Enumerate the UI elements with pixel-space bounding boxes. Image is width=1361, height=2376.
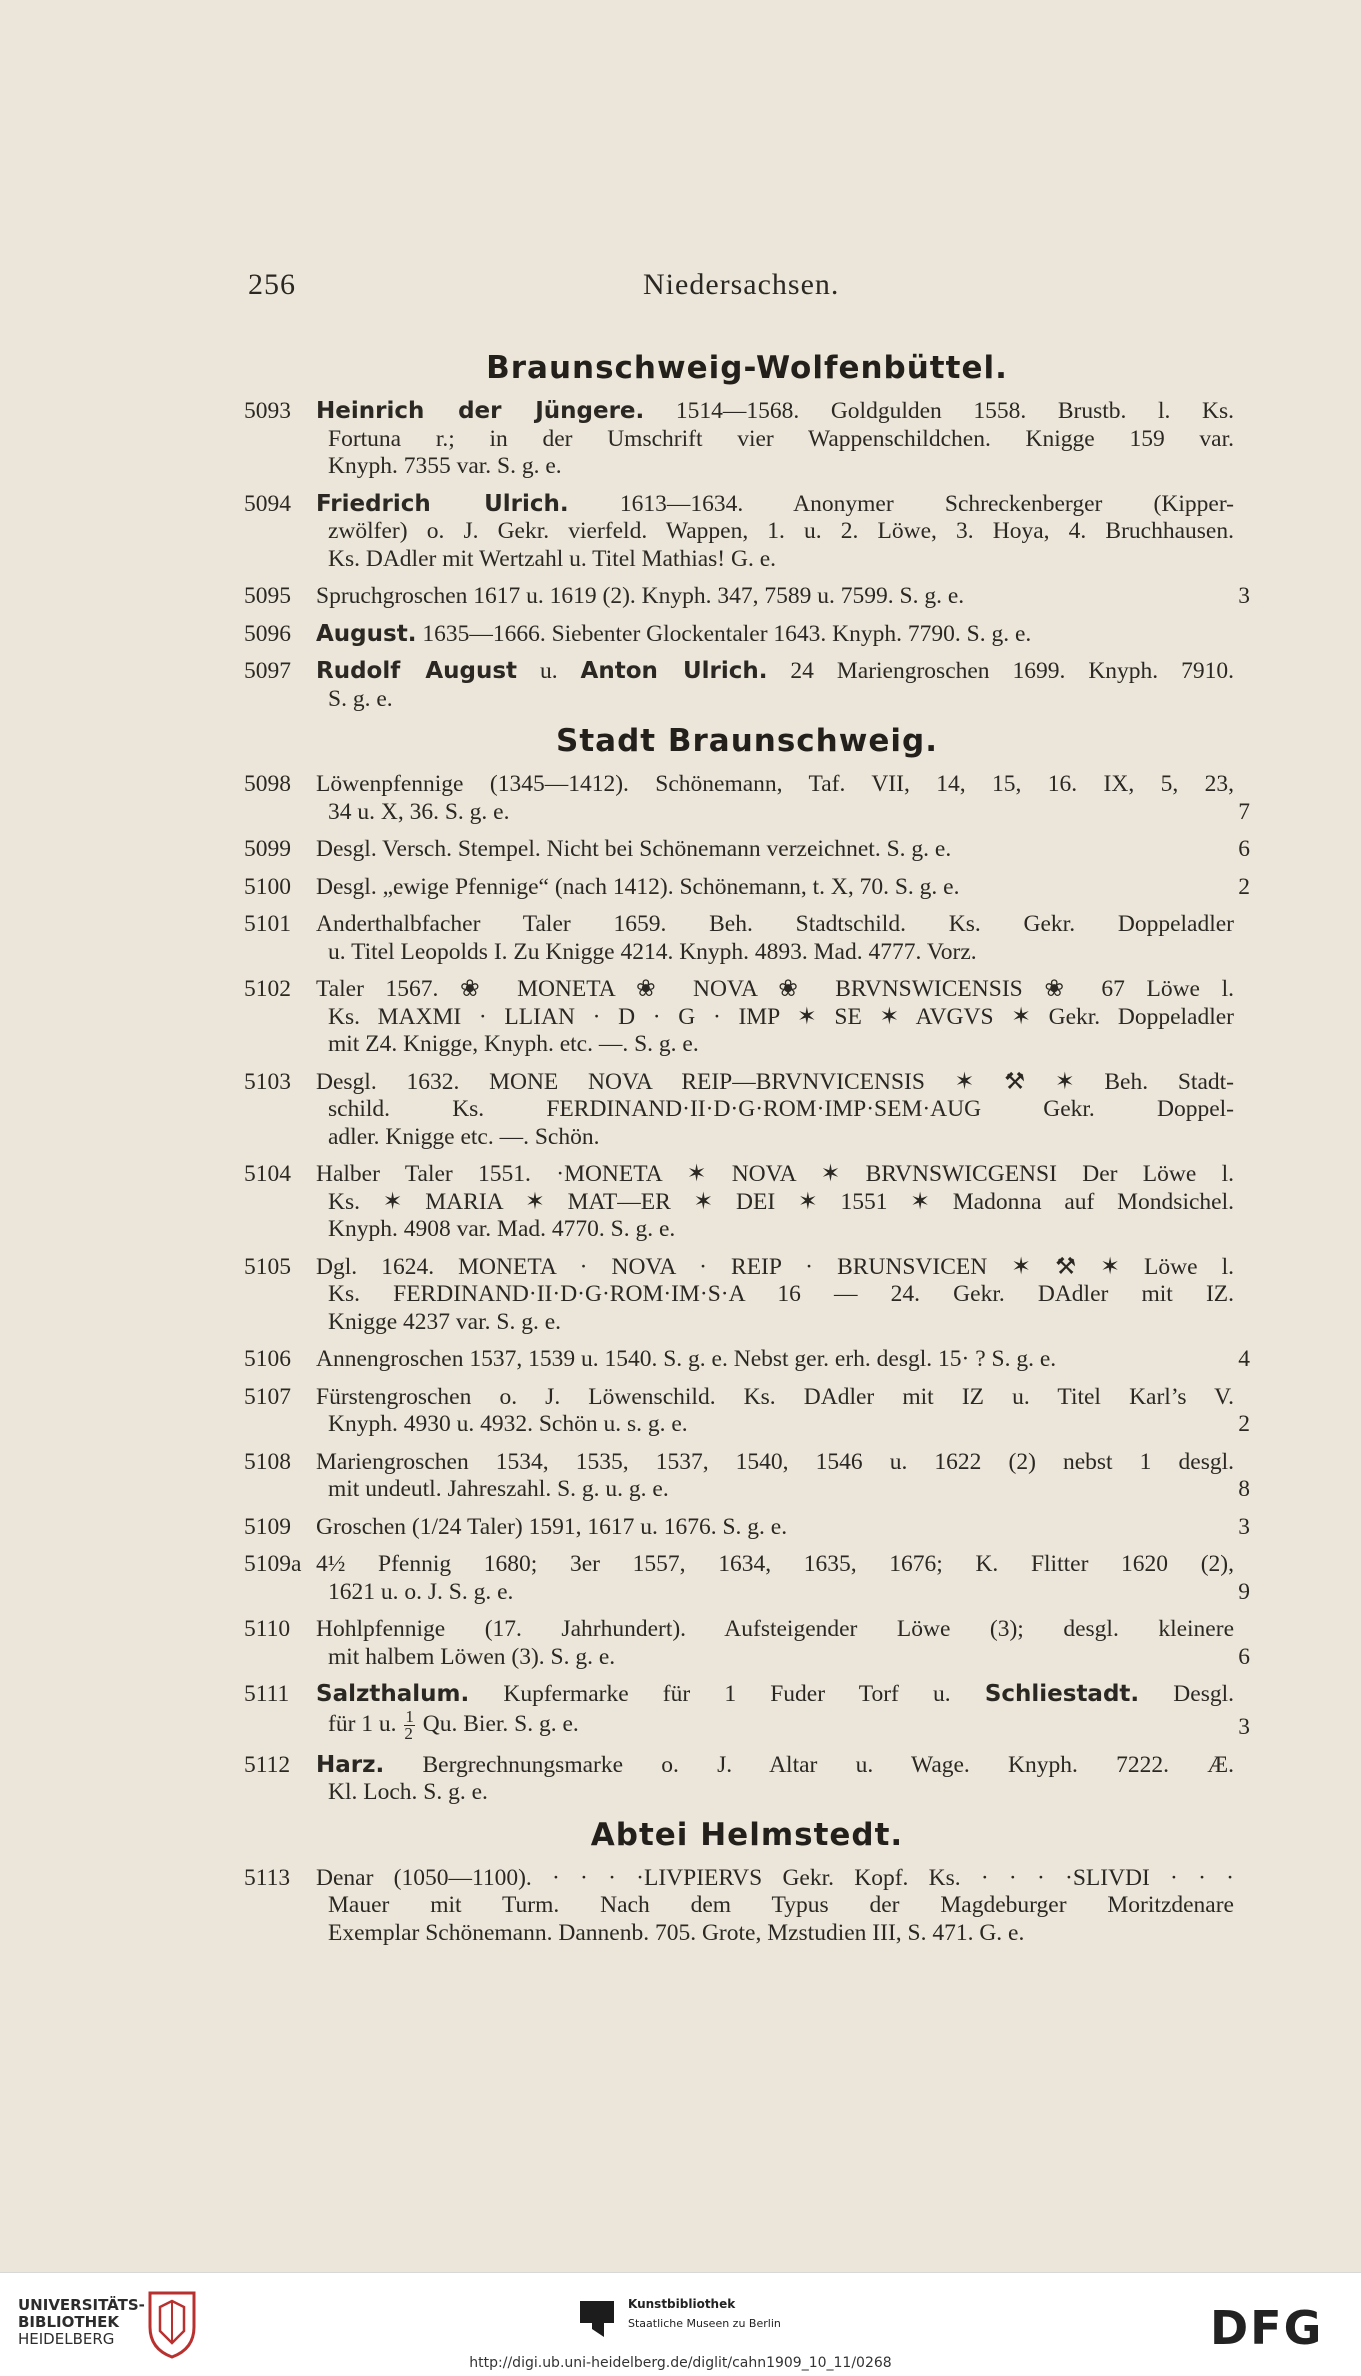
entry-text: Dgl. 1624. MONETA · NOVA · REIP · BRUNSVICEN ✶ ⚒ ✶ Löwe l. [316,1253,1234,1280]
entry-line [316,1551,1234,1579]
page-number: 256 [248,268,296,301]
entry-ruler-name: August. [316,620,417,647]
entry-price: 3 [1238,583,1250,609]
entry-text: Ks. ✶ MARIA ✶ MAT—ER ✶ DEI ✶ 1551 ✶ Madonna auf Mondsichel. [328,1188,1234,1215]
catalog-entry [244,1616,1250,1671]
entry-text: Mauer mit Turm. Nach dem Typus der Magdeburger Moritzdenare [328,1892,1234,1918]
entry-number: 5107 [244,1383,291,1410]
fraction [404,1706,415,1743]
entry-line [316,1004,1234,1032]
kb-subtitle: Staatliche Museen zu Berlin [628,2317,781,2330]
catalog-entry [244,658,1250,713]
entry-text: Bergrechnungsmarke o. J. Altar u. Wage. Knyph. 7222. Æ. [384,1751,1234,1778]
entry-line [316,1514,1234,1542]
entry-line [316,1579,1234,1607]
entry-text: Halber Taler 1551. ·MONETA ✶ NOVA ✶ BRVNSWICGENSI Der Löwe l. [316,1161,1234,1187]
entry-line [316,874,1234,902]
entry-line [316,1644,1234,1672]
entry-text: Annengroschen 1537, 1539 u. 1540. S. g. e. Nebst ger. erh. desgl. 15· ? S. g. e. [316,1346,1057,1372]
entry-price: 3 [1238,1714,1250,1740]
entry-line [316,1031,1234,1059]
university-library-logo[interactable] [18,2297,148,2348]
entry-text: Anderthalbfacher Taler 1659. Beh. Stadtschild. Ks. Gekr. Doppeladler [316,911,1234,937]
entry-number: 5111 [244,1681,290,1707]
catalog-entry [244,976,1250,1059]
entry-text: Fortuna r.; in der Umschrift vier Wappenschildchen. Knigge 159 var. [328,425,1234,452]
uni-logo-line1: UNIVERSITÄTS- [18,2296,145,2314]
entry-number: 5108 [244,1448,291,1475]
entry-ruler-name: Anton Ulrich. [580,658,768,684]
entry-number: 5094 [244,490,291,517]
entry-text: schild. Ks. FERDINAND·II·D·G·ROM·IMP·SEM·AUG Gekr. Doppel- [328,1096,1234,1122]
entry-line [316,1346,1234,1374]
entry-number: 5109 [244,1513,291,1540]
entry-line [316,1161,1234,1189]
entry-price: 6 [1238,1643,1250,1670]
entry-text: Groschen (1/24 Taler) 1591, 1617 u. 1676. S. g. e. [316,1513,788,1540]
entry-price: 9 [1238,1578,1250,1605]
entry-text: Desgl. [1139,1681,1235,1707]
entry-text: 4½ Pfennig 1680; 3er 1557, 1634, 1635, 1676; K. Flitter 1620 (2), [316,1551,1234,1577]
entry-price: 2 [1238,1411,1250,1437]
entry-text: Taler 1567. ❀ MONETA ❀ NOVA ❀ BRVNSWICENSIS ❀ 67 Löwe l. [316,976,1234,1002]
entry-line [316,1124,1234,1152]
entry-line [316,976,1234,1004]
section-title: Abtei Helmstedt. [590,1816,904,1853]
entry-text: 24 Mariengroschen 1699. Knyph. 7910. [767,658,1234,684]
entry-text: 1621 u. o. J. S. g. e. [328,1578,514,1605]
entry-number: 5095 [244,583,291,609]
entry-text: Denar (1050—1100). · · · ·LIVPIERVS Gekr. Kopf. Ks. · · · ·SLIVDI · · · [316,1864,1234,1891]
entry-ruler-name: Schliestadt. [984,1681,1140,1707]
entry-line [316,583,1234,611]
entry-text: S. g. e. [328,685,393,712]
entry-number: 5103 [244,1068,291,1095]
entry-line [316,911,1234,939]
entry-ruler-name: Salzthalum. [316,1681,470,1707]
entry-line [316,1449,1234,1477]
entry-number: 5093 [244,398,291,424]
entry-text: Knyph. 7355 var. S. g. e. [328,453,562,479]
entry-price: 7 [1238,798,1250,825]
entry-text: adler. Knigge etc. —. Schön. [328,1123,600,1150]
entry-text: Knigge 4237 var. S. g. e. [328,1308,562,1335]
catalog-entry [244,1865,1250,1948]
section-title: Braunschweig-Wolfenbüttel. [486,350,1008,386]
entry-text: Kupfermarke für 1 Fuder Torf u. [469,1681,985,1707]
entry-number: 5102 [244,976,291,1002]
entry-line [316,1309,1234,1337]
entry-line [316,771,1234,799]
entry-text: mit Z4. Knigge, Knyph. etc. —. S. g. e. [328,1031,699,1057]
entry-number: 5098 [244,771,291,797]
header-title: Niedersachsen. [643,268,840,301]
footer-bar [0,2272,1361,2376]
entry-line [316,1254,1234,1282]
entry-text: Ks. FERDINAND·II·D·G·ROM·IM·S·A 16 — 24. Gekr. DAdler mit IZ. [328,1281,1234,1307]
entry-number: 5106 [244,1346,291,1372]
catalog-entry [244,1681,1250,1742]
section-title: Stadt Braunschweig. [556,723,938,759]
entry-text: 1635—1666. Siebenter Glockentaler 1643. Knyph. 7790. S. g. e. [416,620,1032,647]
dfg-logo[interactable]: DFG [1210,2301,1324,2355]
entry-text: Knyph. 4908 var. Mad. 4770. S. g. e. [328,1216,676,1242]
source-url[interactable]: http://digi.ub.uni-heidelberg.de/diglit/cahn1909_10_11/0268 [469,2355,892,2371]
entry-line [316,1920,1234,1948]
entry-text: Desgl. 1632. MONE NOVA REIP—BRVNVICENSIS ✶ ⚒ ✶ Beh. Stadt- [316,1068,1234,1095]
entry-text: Desgl. Versch. Stempel. Nicht bei Schönemann verzeichnet. S. g. e. [316,836,952,862]
entry-price: 4 [1238,1346,1250,1372]
entry-text: mit halbem Löwen (3). S. g. e. [328,1643,616,1670]
entry-text: Ks. DAdler mit Wertzahl u. Titel Mathias! G. e. [328,545,777,572]
university-seal-icon [142,2287,202,2361]
entry-line [316,1779,1234,1807]
entry-price: 2 [1238,873,1250,900]
catalog-entry [244,1161,1250,1244]
catalog-entry [244,491,1250,574]
catalog-entry [244,836,1250,864]
entry-line [316,1189,1234,1217]
entry-text: für 1 u. [328,1710,403,1737]
entry-line [316,398,1234,426]
entry-text: mit undeutl. Jahreszahl. S. g. u. g. e. [328,1476,669,1502]
entry-line [316,1281,1234,1309]
catalog-entry [244,1384,1250,1439]
entry-price: 3 [1238,1513,1250,1540]
entry-text: 1514—1568. Goldgulden 1558. Brustb. l. Ks. [644,398,1235,424]
entry-line [316,1476,1234,1504]
entry-text: Spruchgroschen 1617 u. 1619 (2). Knyph. 347, 7589 u. 7599. S. g. e. [316,583,965,609]
catalog-entry [244,1069,1250,1152]
kunstbibliothek-mark-icon [578,2299,616,2339]
entry-line [316,939,1234,967]
entry-line [316,1865,1234,1893]
entry-text: Mariengroschen 1534, 1535, 1537, 1540, 1546 u. 1622 (2) nebst 1 desgl. [316,1448,1234,1475]
entry-line [316,1216,1234,1244]
entry-text: Löwenpfennige (1345—1412). Schönemann, Taf. VII, 14, 15, 16. IX, 5, 23, [316,771,1234,797]
catalog-entry [244,583,1250,611]
entry-text: 34 u. X, 36. S. g. e. [328,798,510,825]
entry-line [316,1096,1234,1124]
entry-text: Hohlpfennige (17. Jahrhundert). Aufsteigender Löwe (3); desgl. kleinere [316,1616,1234,1642]
entry-line [316,546,1234,574]
entry-number: 5097 [244,658,291,684]
entry-line [316,686,1234,714]
entry-number: 5110 [244,1616,291,1642]
entry-number: 5099 [244,836,291,862]
catalog-entry [244,874,1250,902]
entry-text: Fürstengroschen o. J. Löwenschild. Ks. DAdler mit IZ u. Titel Karl’s V. [316,1383,1234,1410]
entry-text: Kl. Loch. S. g. e. [328,1779,488,1805]
entry-price: 6 [1238,836,1250,862]
catalog-entry [244,1514,1250,1542]
entry-line [316,1384,1234,1412]
entry-text: u. Titel Leopolds I. Zu Knigge 4214. Knyph. 4893. Mad. 4777. Vorz. [328,938,977,965]
catalog-entry [244,911,1250,966]
entry-number: 5113 [244,1864,291,1891]
entry-line [316,1681,1234,1709]
fraction-numerator: 1 [405,1706,414,1726]
running-header [248,268,1112,308]
entry-text: Ks. MAXMI · LLIAN · D · G · IMP ✶ SE ✶ AVGVS ✶ Gekr. Doppeladler [328,1003,1234,1030]
entry-line [316,621,1234,649]
entry-number: 5096 [244,620,291,647]
entry-line [316,1069,1234,1097]
entry-line [316,491,1234,519]
entry-number: 5112 [244,1751,291,1778]
entry-ruler-name: Harz. [316,1751,385,1778]
entry-number: 5109a [244,1551,302,1577]
catalog-entry [244,1254,1250,1337]
entry-text: zwölfer) o. J. Gekr. vierfeld. Wappen, 1. u. 2. Löwe, 3. Hoya, 4. Bruchhausen. [328,518,1234,544]
entry-text: 1613—1634. Anonymer Schreckenberger (Kipper- [568,490,1234,517]
entry-text: Exemplar Schönemann. Dannenb. 705. Grote, Mzstudien III, S. 471. G. e. [328,1919,1025,1946]
catalog-entry [244,771,1250,826]
entry-text: Knyph. 4930 u. 4932. Schön u. s. g. e. [328,1411,688,1437]
entry-ruler-name: Heinrich der Jüngere. [316,398,645,424]
uni-logo-line3: HEIDELBERG [18,2330,115,2348]
entry-line [316,1892,1234,1920]
entry-number: 5105 [244,1253,291,1280]
entry-line [316,836,1234,864]
entry-ruler-name: Rudolf August [316,658,518,684]
entry-number: 5101 [244,911,291,937]
catalog-content [244,342,1250,1957]
entry-number: 5100 [244,873,291,900]
catalog-entry [244,398,1250,481]
entry-number: 5104 [244,1161,291,1187]
entry-line [316,1752,1234,1780]
entry-line [316,426,1234,454]
entry-text: u. [517,658,581,684]
entry-ruler-name: Friedrich Ulrich. [316,490,569,517]
catalog-entry [244,1752,1250,1807]
entry-text: Qu. Bier. S. g. e. [416,1710,579,1737]
entry-line [316,453,1234,481]
entry-line [316,1616,1234,1644]
catalog-entry [244,1346,1250,1374]
kb-title: Kunstbibliothek [628,2297,736,2311]
fraction-denominator: 2 [404,1723,413,1743]
entry-line [316,1411,1234,1439]
entry-line [316,1706,1234,1743]
catalog-entry [244,1449,1250,1504]
uni-logo-line2: BIBLIOTHEK [18,2313,119,2331]
catalog-entry [244,1551,1250,1606]
entry-line [316,799,1234,827]
catalog-entry [244,621,1250,649]
entry-line [316,518,1234,546]
entry-text: Desgl. „ewige Pfennige“ (nach 1412). Schönemann, t. X, 70. S. g. e. [316,873,960,900]
kunstbibliothek-logo[interactable] [578,2293,828,2343]
entry-price: 8 [1238,1476,1250,1502]
entry-line [316,658,1234,686]
